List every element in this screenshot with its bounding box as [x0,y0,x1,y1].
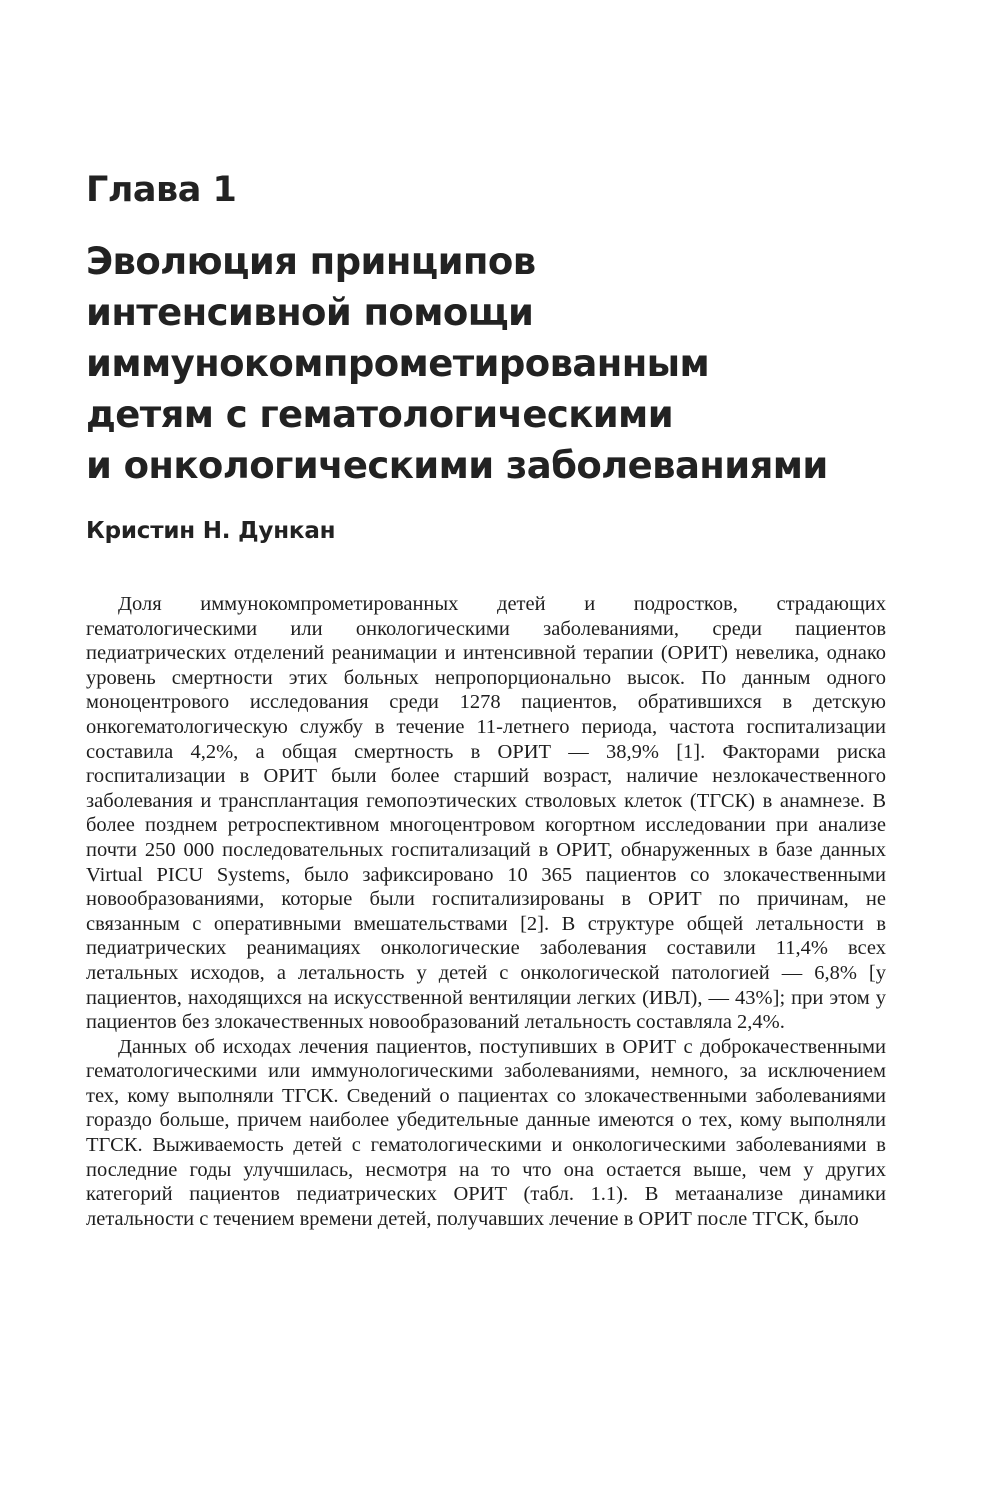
chapter-label: Глава 1 [86,170,237,210]
paragraph: Доля иммунокомпрометированных детей и подростков, страдающих гематологическими или онкологическими заболеваниями, среди пациентов педиатрических отделений реанимации и интенсивной терапии (ОРИТ) невелика, однако уровень смертности этих больных непропорционально высок. По данным одного моноцентрового исследования среди 1278 пациентов, обратившихся в детскую онкогематологическую службу в течение 11-летнего периода, частота госпитализации составила 4,2%, а общая смертность в ОРИТ — 38,9% [1]. Факторами риска госпитализации в ОРИТ были более старший возраст, наличие незлокачественного заболевания и трансплантация гемопоэтических стволовых клеток (ТГСК) в анамнезе. В более позднем ретроспективном многоцентровом когортном исследовании при анализе почти 250 000 последовательных госпитализаций в ОРИТ, обнаруженных в базе данных Virtual PICU Systems, было зафиксировано 10 365 пациентов со злокачественными новообразованиями, которые были госпитализированы в ОРИТ по причинам, не связанным с оперативными вмешательствами [2]. В структуре общей летальности в педиатрических реанимациях онкологические заболевания составили 11,4% всех летальных исходов, а летальность у детей с онкологической патологией — 6,8% [у пациентов, находящихся на искусственной вентиляции легких (ИВЛ), — 43%]; при этом у пациентов без злокачественных новообразований летальность составляла 2,4%. [86,593,886,1034]
chapter-title-line: интенсивной помощи [86,291,534,334]
chapter-title-line: и онкологическими заболеваниями [86,444,828,487]
chapter-title-line: детям с гематологическими [86,393,674,436]
chapter-title-line: Эволюция принципов [86,240,536,283]
chapter-author: Кристин Н. Дункан [86,518,336,544]
body-text [86,592,886,1231]
paragraph: Данных об исходах лечения пациентов, поступивших в ОРИТ с доброкачественными гематологическими или иммунологическими заболеваниями, немного, за исключением тех, кому выполняли ТГСК. Сведений о пациентах со злокачественными заболеваниями гораздо больше, причем наиболее убедительные данные имеются о тех, кому выполняли ТГСК. Выживаемость детей с гематологическими и онкологическими заболеваниями в последние годы улучшилась, несмотря на то что она остается выше, чем у других категорий пациентов педиатрических ОРИТ (табл. 1.1). В метаанализе динамики летальности с течением времени детей, получавших лечение в ОРИТ после ТГСК, было [86,1035,886,1230]
chapter-title [86,236,966,491]
chapter-title-line: иммунокомпрометированным [86,342,710,385]
